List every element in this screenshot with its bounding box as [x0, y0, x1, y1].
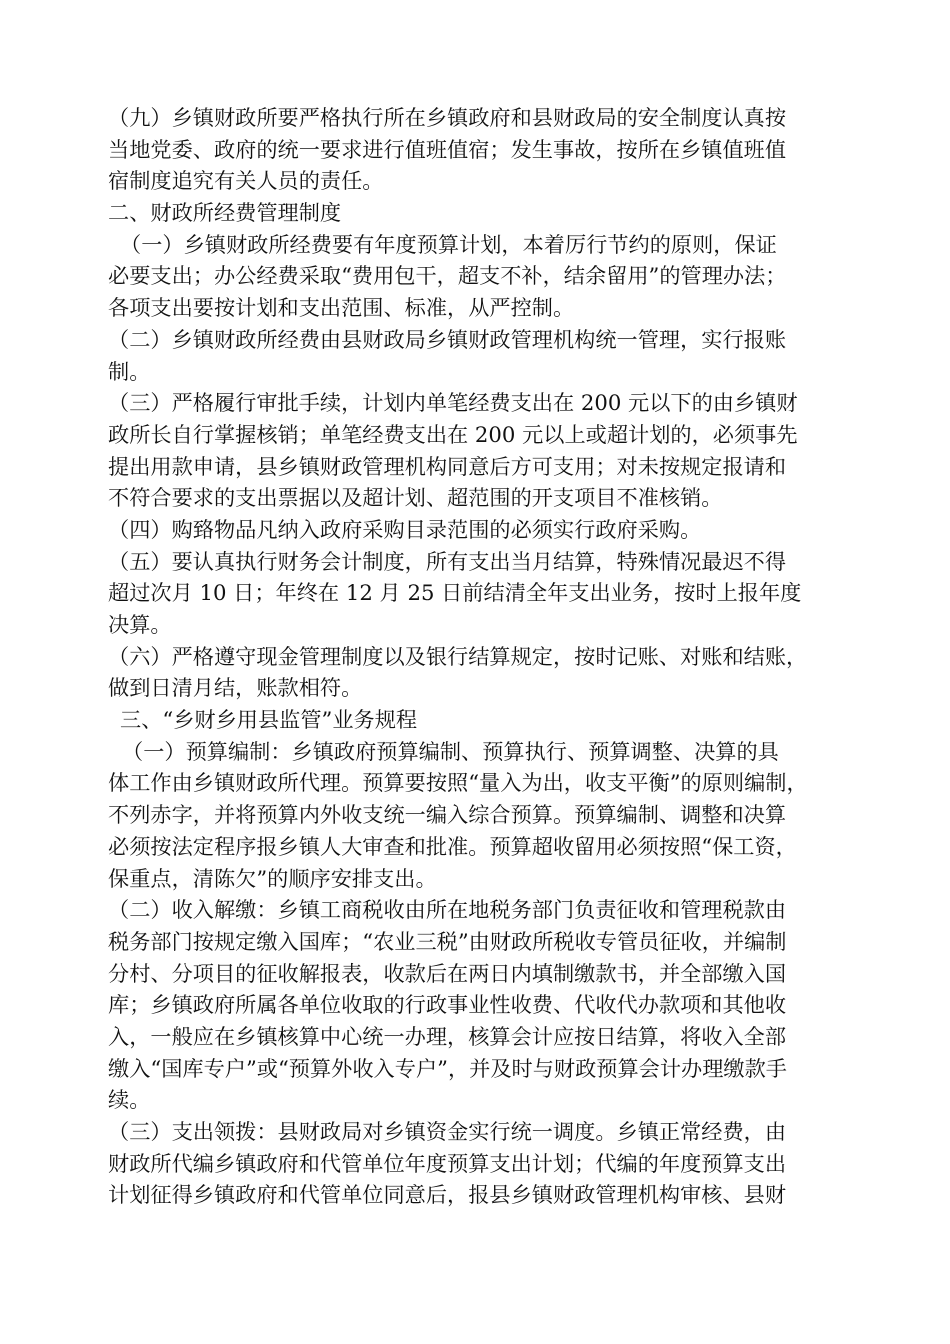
text-line: 缴入“国库专户”或“预算外收入专户”，并及时与财政预算会计办理缴款手 — [108, 1055, 787, 1081]
text-line: 各项支出要按计划和支出范围、标准，从严控制。 — [108, 295, 575, 321]
text-line: （五）要认真执行财务会计制度，所有支出当月结算，特殊情况最迟不得 — [108, 548, 787, 574]
paragraph-funding-5 — [108, 546, 868, 641]
text-line: （一）预算编制：乡镇政府预算编制、预算执行、预算调整、决算的具 — [122, 738, 779, 764]
text-line: 当地党委、政府的统一要求进行值班值宿；发生事故，按所在乡镇值班值 — [108, 136, 787, 162]
text-line: 体工作由乡镇财政所代理。预算要按照“量入为出，收支平衡”的原则编制， — [108, 770, 808, 796]
text-line: （九）乡镇财政所要严格执行所在乡镇政府和县财政局的安全制度认真按 — [108, 105, 787, 130]
text-line: 做到日清月结，账款相符。 — [108, 675, 363, 701]
text-line: 超过次月 10 日；年终在 12 月 25 日前结清全年支出业务，按时上报年度 — [108, 580, 802, 606]
text-line: （一）乡镇财政所经费要有年度预算计划，本着厉行节约的原则，保证 — [120, 231, 777, 257]
text-line: 税务部门按规定缴入国库；“农业三税”由财政所税收专管员征收，并编制 — [108, 928, 787, 954]
paragraph-item-9 — [108, 102, 868, 197]
paragraph-procedure-2 — [108, 894, 868, 1116]
text-line: 必须按法定程序报乡镇人大审查和批准。预算超收留用必须按照“保工资， — [108, 833, 797, 859]
paragraph-funding-4 — [108, 514, 868, 546]
text-line: （三）严格履行审批手续，计划内单笔经费支出在 200 元以下的由乡镇财 — [108, 390, 798, 416]
text-line: 保重点，清陈欠”的顺序安排支出。 — [108, 865, 437, 891]
paragraph-procedure-3 — [108, 1116, 868, 1211]
text-line: （三）支出领拨：县财政局对乡镇资金实行统一调度。乡镇正常经费，由 — [108, 1119, 787, 1144]
text-line: 不符合要求的支出票据以及超计划、超范围的开支项目不准核销。 — [108, 485, 723, 511]
text-line: 决算。 — [108, 612, 172, 637]
text-line: 制。 — [108, 358, 151, 384]
text-line: （二）乡镇财政所经费由县财政局乡镇财政管理机构统一管理，实行报账 — [108, 326, 787, 352]
document-page — [108, 102, 868, 1211]
text-line: 计划征得乡镇政府和代管单位同意后，报县乡镇财政管理机构审核、县财 — [108, 1182, 787, 1208]
section-heading-2 — [108, 197, 868, 229]
paragraph-funding-2 — [108, 324, 868, 387]
section-heading-3 — [108, 704, 868, 736]
text-line: 续。 — [108, 1087, 151, 1113]
text-line: （四）购臵物品凡纳入政府采购目录范围的必须实行政府采购。 — [108, 516, 702, 542]
text-line: 库；乡镇政府所属各单位收取的行政事业性收费、代收代办款项和其他收 — [108, 992, 787, 1018]
text-line: （二）收入解缴：乡镇工商税收由所在地税务部门负责征收和管理税款由 — [108, 897, 787, 923]
text-line: 入，一般应在乡镇核算中心统一办理，核算会计应按日结算，将收入全部 — [108, 1023, 787, 1049]
heading-line: 二、财政所经费管理制度 — [108, 200, 342, 226]
text-line: 财政所代编乡镇政府和代管单位年度预算支出计划；代编的年度预算支出 — [108, 1150, 787, 1176]
paragraph-funding-1-cont — [108, 260, 868, 323]
text-line: 必要支出；办公经费采取“费用包干，超支不补，结余留用”的管理办法； — [108, 263, 787, 289]
text-line: 分村、分项目的征收解报表，收款后在两日内填制缴款书，并全部缴入国 — [108, 960, 787, 986]
paragraph-procedure-1 — [108, 736, 868, 768]
text-line: 提出用款申请，县乡镇财政管理机构同意后方可支用；对未按规定报请和 — [108, 453, 787, 479]
paragraph-funding-1 — [108, 229, 868, 261]
paragraph-funding-6 — [108, 641, 868, 704]
text-line: 不列赤字，并将预算内外收支统一编入综合预算。预算编制、调整和决算 — [108, 802, 787, 828]
text-line: 政所长自行掌握核销；单笔经费支出在 200 元以上或超计划的，必须事先 — [108, 421, 798, 447]
text-line: 宿制度追究有关人员的责任。 — [108, 168, 384, 194]
text-line: （六）严格遵守现金管理制度以及银行结算规定，按时记账、对账和结账， — [108, 643, 808, 669]
heading-line: 三、“乡财乡用县监管”业务规程 — [120, 707, 418, 733]
paragraph-funding-3 — [108, 387, 868, 514]
paragraph-procedure-1-cont — [108, 767, 868, 894]
